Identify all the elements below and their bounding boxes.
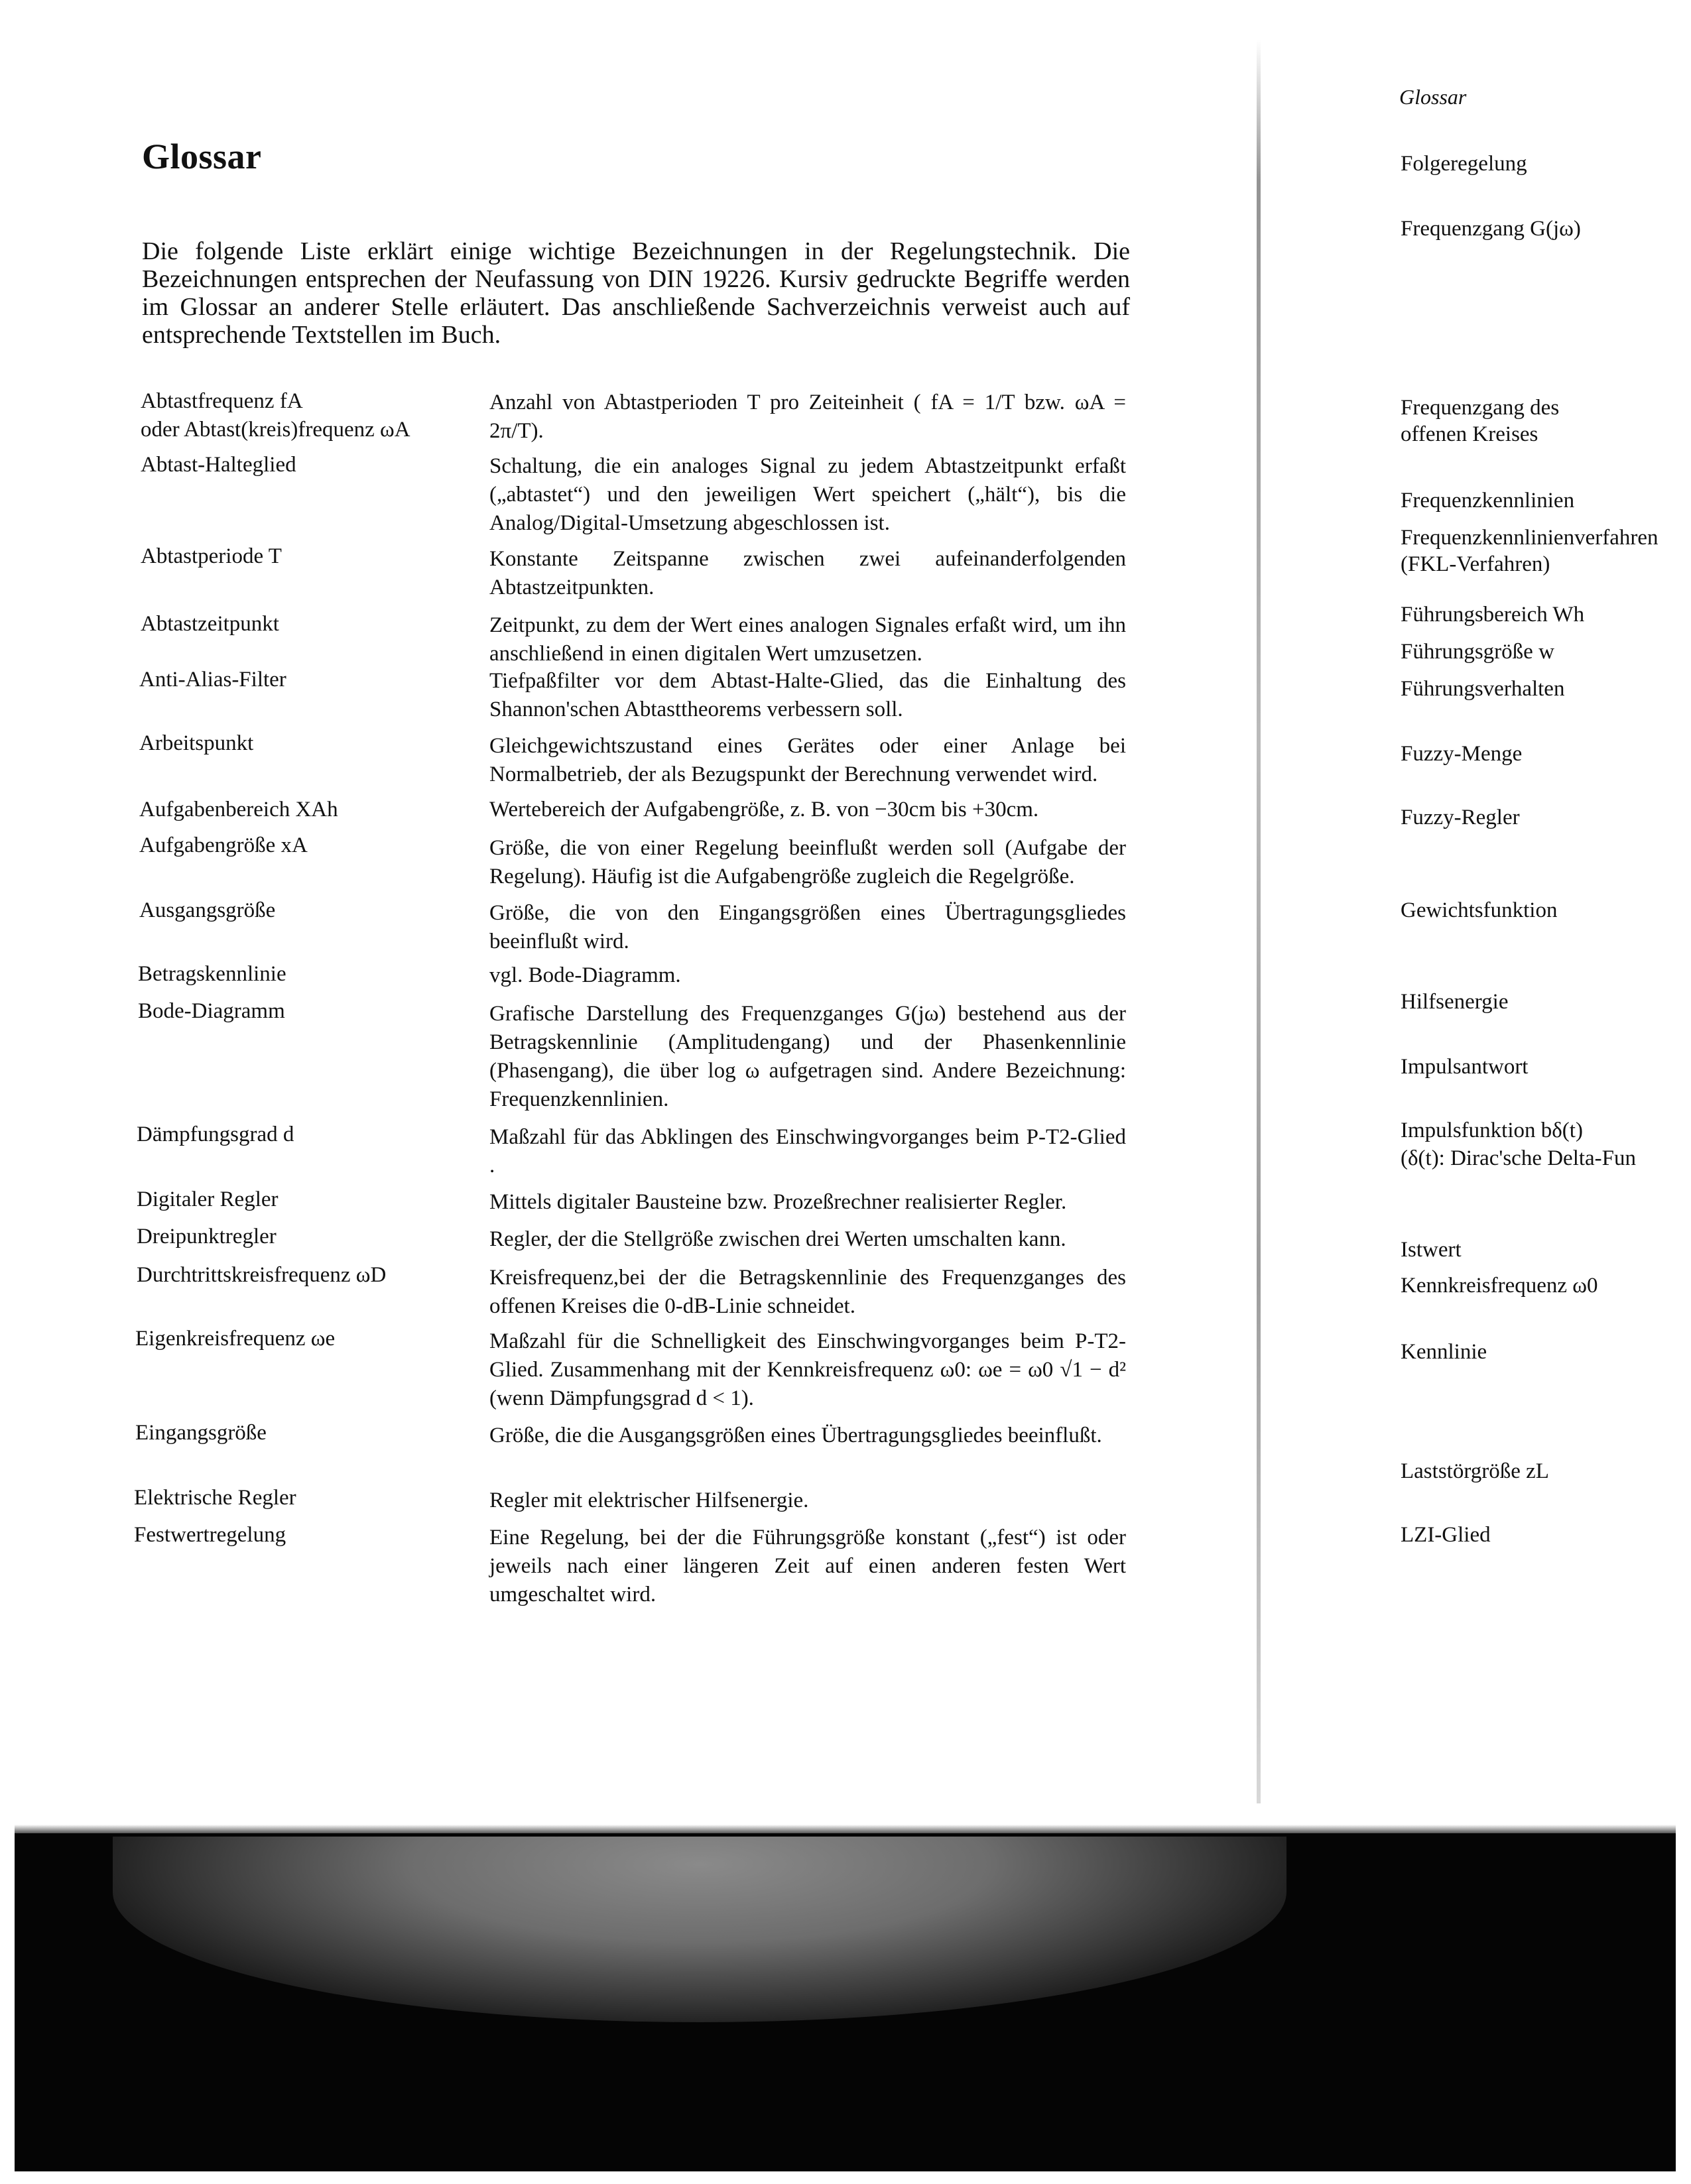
glossary-term: Bode-Diagramm <box>138 999 285 1023</box>
glossary-term-line: oder Abtast(kreis)frequenz ωA <box>141 418 410 442</box>
right-term: Kennkreisfrequenz ω0 <box>1401 1274 1598 1298</box>
right-term: Führungsverhalten <box>1401 677 1565 701</box>
glossary-term: Dämpfungsgrad d <box>137 1122 294 1146</box>
glossary-definition: Regler mit elektrischer Hilfsenergie. <box>489 1488 809 1512</box>
glossary-term: Abtast-Halteglied <box>141 453 296 477</box>
page-title: Glossar <box>142 137 262 176</box>
glossary-definition: Gleichgewichtszustand eines Gerätes oder einer Anlage bei Normalbetrieb, der als Bezugspunkt der Berechnung verwendet wird. <box>489 734 1126 786</box>
glossary-definition: Mittels digitaler Bausteine bzw. Prozeßrechner realisierter Regler. <box>489 1190 1067 1214</box>
right-term: Istwert <box>1401 1238 1462 1262</box>
glossary-term: Abtastperiode T <box>141 544 282 568</box>
glossary-definition: Konstante Zeitspanne zwischen zwei aufeinanderfolgenden Abtastzeitpunkten. <box>489 547 1126 599</box>
glossary-term: Digitaler Regler <box>137 1187 279 1211</box>
glossary-definition: Anzahl von Abtastperioden T pro Zeiteinheit ( fA = 1/T bzw. ωA = 2π/T). <box>489 391 1126 443</box>
right-term: Folgeregelung <box>1401 152 1527 176</box>
right-term: Frequenzkennlinien <box>1401 489 1575 513</box>
glossary-definition: Zeitpunkt, zu dem der Wert eines analogen Signales erfaßt wird, um ihn anschließend in einen digitalen Wert umzusetzen. <box>489 613 1126 666</box>
right-term: Gewichtsfunktion <box>1401 898 1558 922</box>
right-term: LZI-Glied <box>1401 1523 1491 1547</box>
glossary-definition: Tiefpaßfilter vor dem Abtast-Halte-Glied, das die Einhaltung des Shannon'schen Abtasttheorems verbessern soll. <box>489 669 1126 721</box>
glossary-definition: Wertebereich der Aufgabengröße, z. B. von −30cm bis +30cm. <box>489 798 1039 821</box>
right-term: Fuzzy-Menge <box>1401 742 1523 766</box>
glossary-term: Betragskennlinie <box>138 962 286 986</box>
glossary-term: Eigenkreisfrequenz ωe <box>135 1327 336 1351</box>
right-term: Laststörgröße zL <box>1401 1459 1549 1483</box>
glossary-term: Aufgabengröße xA <box>139 833 308 857</box>
right-term: (δ(t): Dirac'sche Delta-Fun <box>1401 1146 1637 1170</box>
glossary-term: Anti-Alias-Filter <box>139 668 286 692</box>
running-head: Glossar <box>1399 85 1467 109</box>
glossary-term: Dreipunktregler <box>137 1225 277 1248</box>
right-term: Führungsgröße w <box>1401 640 1554 664</box>
glossary-definition: Größe, die von einer Regelung beeinflußt werden soll (Aufgabe der Regelung). Häufig ist die Aufgabengröße zugleich die Regelgröße. <box>489 836 1126 888</box>
right-term: Hilfsenergie <box>1401 990 1509 1014</box>
glossary-definition: Kreisfrequenz,bei der die Betragskennlinie des Frequenzganges des offenen Kreises die 0-dB-Linie schneidet. <box>489 1266 1126 1318</box>
right-term: Kennlinie <box>1401 1340 1487 1364</box>
right-term: Frequenzgang G(jω) <box>1401 217 1581 241</box>
page-gutter <box>1257 40 1261 1803</box>
right-term: offenen Kreises <box>1401 422 1538 446</box>
glossary-definition: Regler, der die Stellgröße zwischen drei Werten umschalten kann. <box>489 1227 1066 1251</box>
right-term: (FKL-Verfahren) <box>1401 552 1550 576</box>
glossary-definition: Maßzahl für das Abklingen des Einschwingvorganges beim P-T2-Glied . <box>489 1125 1126 1178</box>
glossary-term: Aufgabenbereich XAh <box>139 798 338 821</box>
glossary-definition: Maßzahl für die Schnelligkeit des Einschwingvorganges beim P-T2-Glied. Zusammenhang mit der Kennkreisfrequenz ω0: ωe = ω0 √1 − d² (wenn Dämpfungsgrad d < 1). <box>489 1329 1126 1410</box>
glossary-term: Arbeitspunkt <box>139 731 254 755</box>
glossary-definition: Eine Regelung, bei der die Führungsgröße konstant („fest“) ist oder jeweils nach einer längeren Zeit auf einen anderen festen Wert umgeschaltet wird. <box>489 1526 1126 1607</box>
glossary-term: Eingangsgröße <box>135 1421 267 1445</box>
glossary-term: Elektrische Regler <box>134 1486 296 1510</box>
glossary-definition: Größe, die die Ausgangsgrößen eines Übertragungsgliedes beeinflußt. <box>489 1424 1102 1447</box>
right-term: Impulsantwort <box>1401 1055 1529 1079</box>
glossary-definition: Größe, die von den Eingangsgrößen eines Übertragungsgliedes beeinflußt wird. <box>489 901 1126 953</box>
right-term: Frequenzgang des <box>1401 396 1560 420</box>
glossary-term <box>141 387 472 444</box>
glossary-term: Ausgangsgröße <box>139 898 276 922</box>
glossary-term: Durchtrittskreisfrequenz ωD <box>137 1263 387 1287</box>
glossary-term: Abtastzeitpunkt <box>141 612 279 636</box>
glossary-term: Festwertregelung <box>134 1523 286 1547</box>
right-term: Impulsfunktion bδ(t) <box>1401 1119 1583 1142</box>
right-term: Führungsbereich Wh <box>1401 603 1585 627</box>
glossary-term-line: Abtastfrequenz fA <box>141 389 303 413</box>
glossary-definition: Schaltung, die ein analoges Signal zu jedem Abtastzeitpunkt erfaßt („abtastet“) und den jeweiligen Wert speichert („hält“), bis die Analog/Digital-Umsetzung abgeschlossen ist. <box>489 454 1126 535</box>
right-term: Fuzzy-Regler <box>1401 806 1520 829</box>
glossary-definition: Grafische Darstellung des Frequenzganges G(jω) bestehend aus der Betragskennlinie (Amplitudengang) und der Phasenkennlinie (Phasengang), die über log ω aufgetragen sind. Andere Bezeichnung: Frequenzkennlinien. <box>489 1002 1126 1111</box>
right-term: Frequenzkennlinienverfahren <box>1401 526 1659 550</box>
intro-paragraph: Die folgende Liste erklärt einige wichtige Bezeichnungen in der Regelungstechnik. Die Bezeichnungen entsprechen der Neufassung von DIN 19226. Kursiv gedruckte Begriffe werden im Glossar an anderer Stelle erläutert. Das anschließende Sachverzeichnis verweist auch auf entsprechende Textstellen im Buch. <box>142 237 1130 349</box>
glossary-definition: vgl. Bode-Diagramm. <box>489 963 681 987</box>
